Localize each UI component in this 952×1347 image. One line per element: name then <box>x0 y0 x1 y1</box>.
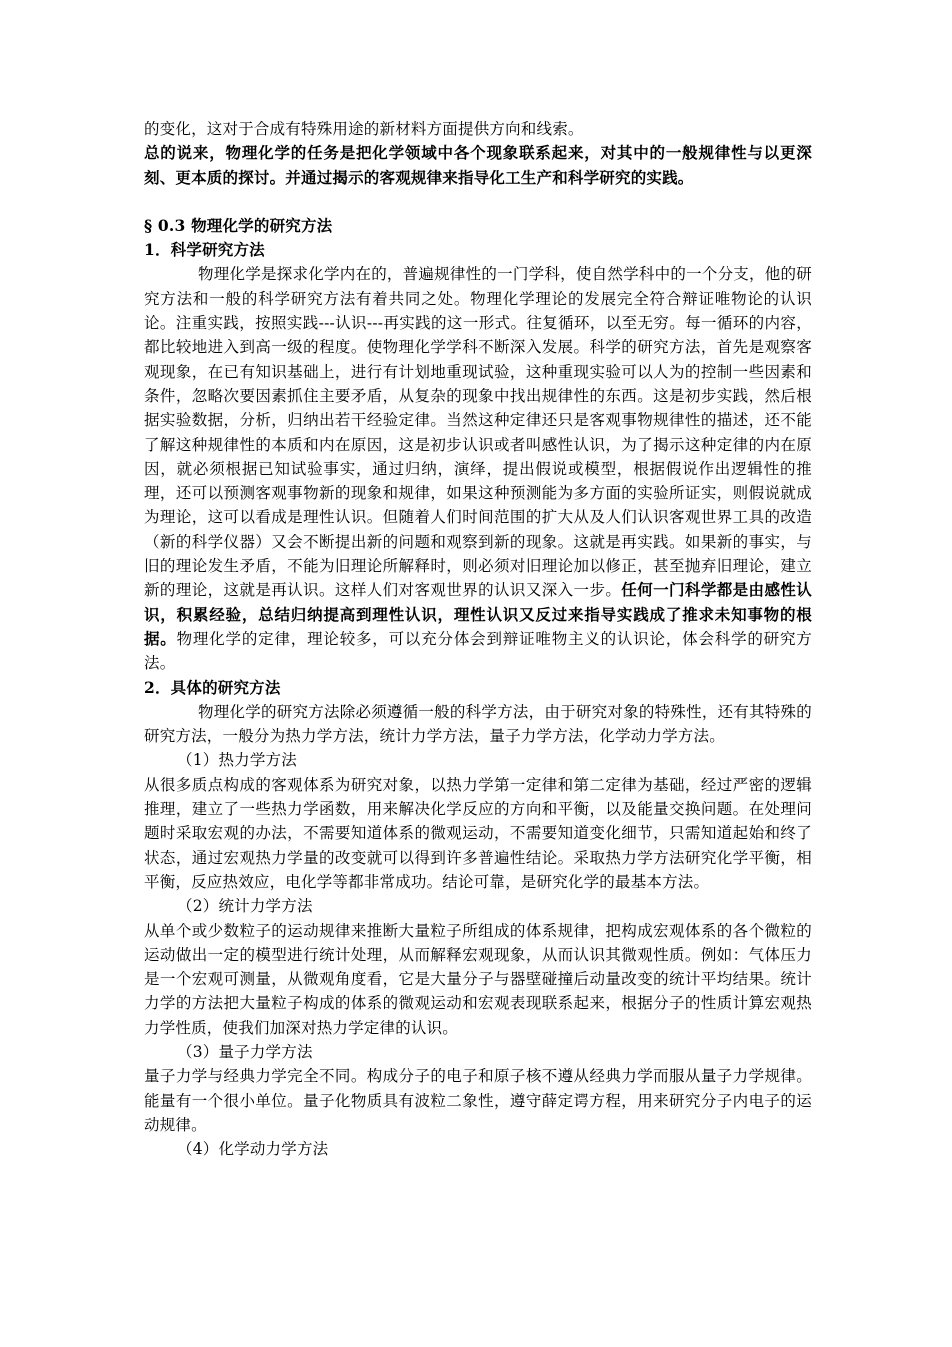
blank-line <box>144 190 812 214</box>
specific-method-paragraph: 物理化学的研究方法除必须遵循一般的科学方法，由于研究对象的特殊性，还有其特殊的研究方法，一般分为热力学方法，统计力学方法，量子力学方法，化学动力学方法。 <box>144 702 812 746</box>
scientific-method-paragraph <box>144 262 812 675</box>
intro-line: 的变化，这对于合成有特殊用途的新材料方面提供方向和线索。 <box>144 120 584 138</box>
summary-statement: 总的说来，物理化学的任务是把化学领域中各个现象联系起来，对其中的一般规律性与以更深刻、更本质的探讨。并通过揭示的客观规律来指导化工生产和科学研究的实践。 <box>144 143 812 187</box>
method-label-thermodynamics: （1）热力学方法 <box>177 751 297 770</box>
section-title: § 0.3 物理化学的研究方法 <box>144 215 333 235</box>
method-text-statistical: 从单个或少数粒子的运动规律来推断大量粒子所组成的体系规律，把构成宏观体系的各个微粒的运动做出一定的模型进行统计处理，从而解释宏观现象，从而认识其微观性质。例如：气体压力是一个宏观可测量，从微观角度看，它是大量分子与器壁碰撞后动量改变的统计平均结果。统计力学的方法把大量粒子构成的体系的微观运动和宏观表现联系起来，根据分子的性质计算宏观热力学性质，使我们加深对热力学定律的认识。 <box>144 921 812 1037</box>
document-page <box>144 117 812 1161</box>
paragraph-bold-text: 任何一门科学都是由感性认识，积累经验，总结归纳提高到理性认识，理性认识又反过来指导实践成了推求未知事物的根据。 <box>144 580 812 648</box>
paragraph-text: 物理化学是探求化学内在的，普遍规律性的一门学科，使自然学科中的一个分支，他的研究方法和一般的科学研究方法有着共同之处。物理化学理论的发展完全符合辩证唯物论的认识论。注重实践，按照实践---认识---再实践的这一形式。往复循环，以至无穷。每一循环的内容，都比较地进入到高一级的程度。使物理化学学科不断深入发展。科学的研究方法，首先是观察客观现象，在已有知识基础上，进行有计划地重现试验，这种重现实验可以人为的控制一些因素和条件，忽略次要因素抓住主要矛盾，从复杂的现象中找出规律性的东西。这是初步实践，然后根据实验数据，分析，归纳出若干经验定律。当然这种定律还只是客观事物规律性的描述，还不能了解这种规律性的本质和内在原因，这是初步认识或者叫感性认识，为了揭示这种定律的内在原因，就必须根据已知试验事实，通过归纳，演绎，提出假说或模型，根据假说作出逻辑性的推理，还可以预测客观事物新的现象和规律，如果这种预测能为多方面的实验所证实，则假说就成为理论，这可以看成是理性认识。但随着人们时间范围的扩大从及人们认识客观世界工具的改造（新的科学仪器）又会不断提出新的问题和观察到新的现象。这就是再实践。如果新的事实，与旧的理论发生矛盾，不能为旧理论所解释时，则必须对旧理论加以修正，甚至抛弃旧理论，建立新的理论，这就是再认识。这样人们对客观世界的认识又深入一步。 <box>144 265 812 600</box>
method-text-thermodynamics: 从很多质点构成的客观体系为研究对象，以热力学第一定律和第二定律为基础，经过严密的逻辑推理，建立了一些热力学函数，用来解决化学反应的方向和平衡，以及能量交换问题。在处理问题时采取宏观的办法，不需要知道体系的微观运动，不需要知道变化细节，只需知道起始和终了状态，通过宏观热力学量的改变就可以得到许多普遍性结论。采取热力学方法研究化学平衡，相平衡，反应热效应，电化学等都非常成功。结论可靠，是研究化学的最基本方法。 <box>144 775 812 891</box>
method-label-statistical: （2）统计力学方法 <box>177 897 313 916</box>
method-label-kinetics: （4）化学动力学方法 <box>177 1140 329 1159</box>
method-text-quantum: 量子力学与经典力学完全不同。构成分子的电子和原子核不遵从经典力学而服从量子力学规律。能量有一个很小单位。量子化物质具有波粒二象性，遵守薛定谔方程，用来研究分子内电子的运动规律。 <box>144 1067 812 1134</box>
subsection-heading-2: 2．具体的研究方法 <box>144 677 281 697</box>
method-label-quantum: （3）量子力学方法 <box>177 1042 313 1061</box>
paragraph-tail-text: 物理化学的定律，理论较多，可以充分体会到辩证唯物主义的认识论，体会科学的研究方法。 <box>144 629 812 673</box>
subsection-heading-1: 1．科学研究方法 <box>144 240 265 260</box>
